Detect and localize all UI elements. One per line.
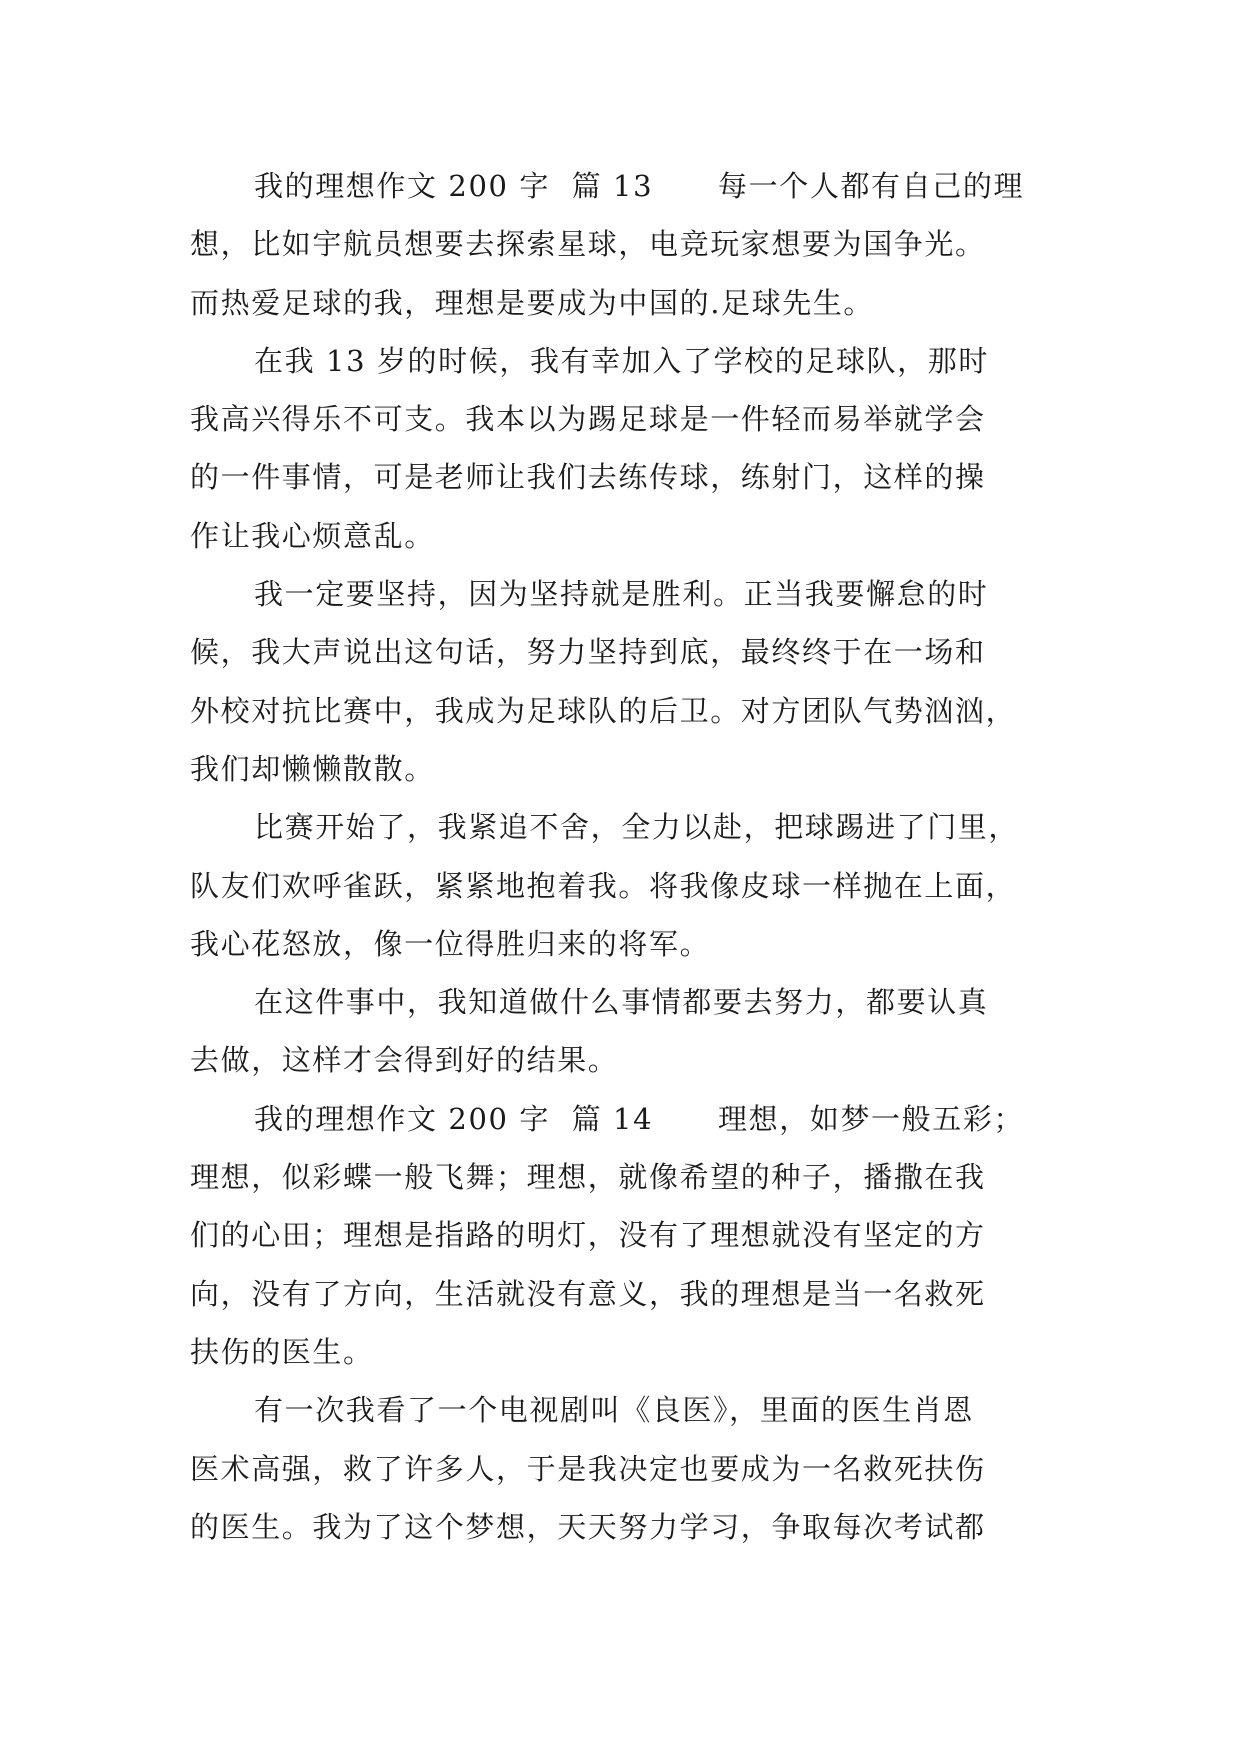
text-line: 理想，似彩蝶一般飞舞；理想，就像希望的种子，播撒在我 [190, 1160, 986, 1195]
text-line: 外校对抗比赛中，我成为足球队的后卫。对方团队气势汹汹， [190, 693, 1017, 728]
text-line: 候，我大声说出这句话，努力坚持到底，最终终于在一场和 [190, 635, 986, 670]
text-line: 而热爱足球的我，理想是要成为中国的.足球先生。 [190, 285, 875, 320]
text-line: 们的心田；理想是指路的明灯，没有了理想就没有坚定的方 [190, 1218, 986, 1253]
text-line: 作让我心烦意乱。 [190, 518, 435, 553]
paragraph-start-line: 比赛开始了，我紧追不舍，全力以赴，把球踢进了门里， [254, 810, 1020, 845]
text-line: 去做，这样才会得到好的结果。 [190, 1043, 619, 1078]
text-line: 想，比如宇航员想要去探索星球，电竞玩家想要为国争光。 [190, 227, 986, 262]
text-line: 队友们欢呼雀跃，紧紧地抱着我。将我像皮球一样抛在上面， [190, 868, 1017, 903]
text-line: 的一件事情，可是老师让我们去练传球，练射门，这样的操 [190, 460, 986, 495]
paragraph-start-line: 在我 13 岁的时候，我有幸加入了学校的足球队，那时 [254, 343, 989, 378]
document-body [190, 157, 1050, 1556]
paragraph-start-line: 有一次我看了一个电视剧叫《良医》，里面的医生肖恩 [254, 1393, 974, 1428]
text-line: 医术高强，救了许多人，于是我决定也要成为一名救死扶伤 [190, 1451, 986, 1486]
paragraph-start-line: 在这件事中，我知道做什么事情都要去努力，都要认真 [254, 985, 989, 1020]
essay-14-heading-line: 我的理想作文 200 字 篇 14 理想，如梦一般五彩； [254, 1101, 1025, 1136]
text-line: 我高兴得乐不可支。我本以为踢足球是一件轻而易举就学会 [190, 402, 986, 437]
text-line: 我心花怒放，像一位得胜归来的将军。 [190, 926, 711, 961]
text-line: 的医生。我为了这个梦想，天天努力学习，争取每次考试都 [190, 1509, 986, 1544]
essay-13-heading-line: 我的理想作文 200 字 篇 13 每一个人都有自己的理 [254, 169, 1025, 203]
text-line: 扶伤的医生。 [190, 1334, 374, 1369]
paragraph-start-line: 我一定要坚持，因为坚持就是胜利。正当我要懈怠的时 [254, 577, 989, 612]
text-line: 向，没有了方向，生活就没有意义，我的理想是当一名救死 [190, 1276, 986, 1311]
text-line: 我们却懒懒散散。 [190, 751, 435, 786]
